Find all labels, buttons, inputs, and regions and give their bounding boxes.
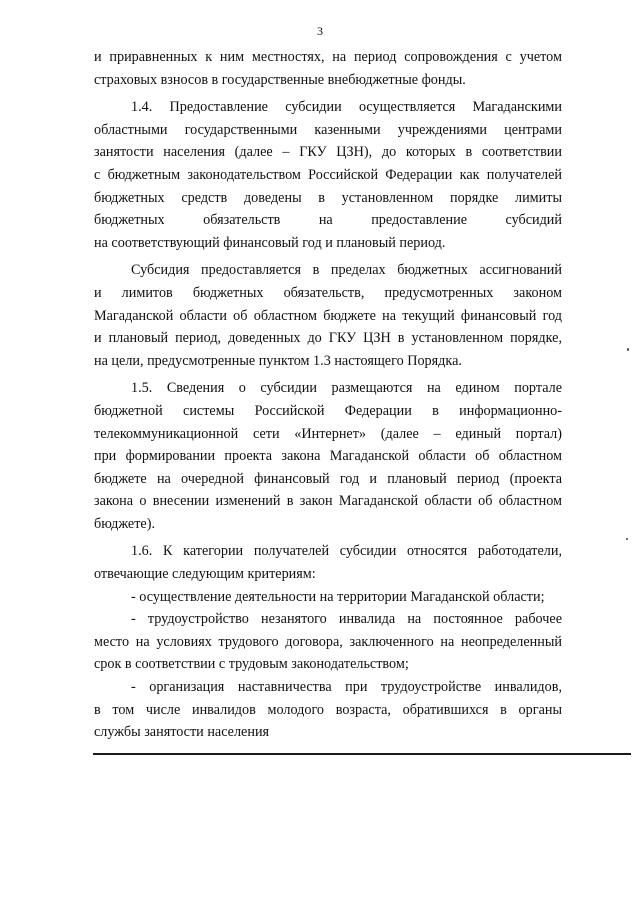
text-line: срок в соответствии с трудовым законодательством; [94, 656, 409, 673]
paragraph-continuation [94, 46, 562, 91]
paragraph-1-5 [94, 377, 562, 535]
paragraph-1-6 [94, 540, 562, 585]
text-line: бюджете на очередной финансовый год и плановый период (проекта [94, 470, 562, 487]
scan-speck [627, 348, 629, 351]
text-line: службы занятости населения [94, 724, 270, 741]
text-line: страховых взносов в государственные внебюджетные фонды. [94, 71, 466, 88]
document-body [94, 46, 562, 744]
text-line: при формировании проекта закона Магаданской области об областном [94, 448, 562, 465]
text-line: 1.5. Сведения о субсидии размещаются на едином портале [131, 380, 562, 397]
text-line: на соответствующий финансовый год и плановый период. [94, 234, 446, 251]
text-line: Магаданской области об областном бюджете на текущий финансовый год [94, 307, 562, 324]
text-line: - организация наставничества при трудоустройстве инвалидов, [131, 679, 562, 696]
text-line: занятости населения (далее – ГКУ ЦЗН), до которых в соответствии [94, 144, 562, 161]
text-line: бюджетных средств доведены в установленном порядке лимиты [94, 189, 562, 206]
text-line: в том числе инвалидов молодого возраста, обратившихся в органы [94, 701, 562, 718]
text-line: бюджетной системы Российской Федерации в информационно- [94, 402, 562, 419]
text-line: и лимитов бюджетных обязательств, предусмотренных законом [94, 284, 562, 301]
criterion-employment [94, 608, 562, 676]
paragraph-1-4 [94, 96, 562, 254]
paragraph-subsidy [94, 259, 562, 372]
text-line: отвечающие следующим критериям: [94, 566, 316, 583]
text-line: 1.4. Предоставление субсидии осуществляется Магаданскими [131, 99, 562, 116]
criterion-mentorship [94, 676, 562, 744]
page-number: 3 [317, 24, 323, 38]
text-line: бюджетных обязательств на предоставление субсидий [94, 212, 562, 229]
text-line: с бюджетным законодательством Российской Федерации как получателей [94, 166, 562, 183]
text-line: - трудоустройство незанятого инвалида на постоянное рабочее [131, 611, 562, 628]
text-line: - осуществление деятельности на территории Магаданской области; [131, 588, 545, 605]
scan-speck [626, 538, 628, 540]
text-line: на цели, предусмотренные пунктом 1.3 настоящего Порядка. [94, 352, 462, 369]
criterion-territory [94, 586, 562, 609]
text-line: Субсидия предоставляется в пределах бюджетных ассигнований [131, 262, 562, 279]
text-line: 1.6. К категории получателей субсидии относятся работодатели, [131, 543, 562, 560]
text-line: место на условиях трудового договора, заключенного на неопределенный [94, 633, 562, 650]
text-line: и плановый период, доведенных до ГКУ ЦЗН в установленном порядке, [94, 330, 562, 347]
text-line: бюджете). [94, 515, 155, 532]
text-line: закона о внесении изменений в закон Магаданской области об областном [94, 493, 562, 510]
text-line: областными государственными казенными учреждениями центрами [94, 121, 562, 138]
text-line: телекоммуникационной сети «Интернет» (далее – единый портал) [94, 425, 562, 442]
text-line: и приравненных к ним местностях, на период сопровождения с учетом [94, 49, 562, 65]
scan-edge-line [93, 753, 631, 755]
